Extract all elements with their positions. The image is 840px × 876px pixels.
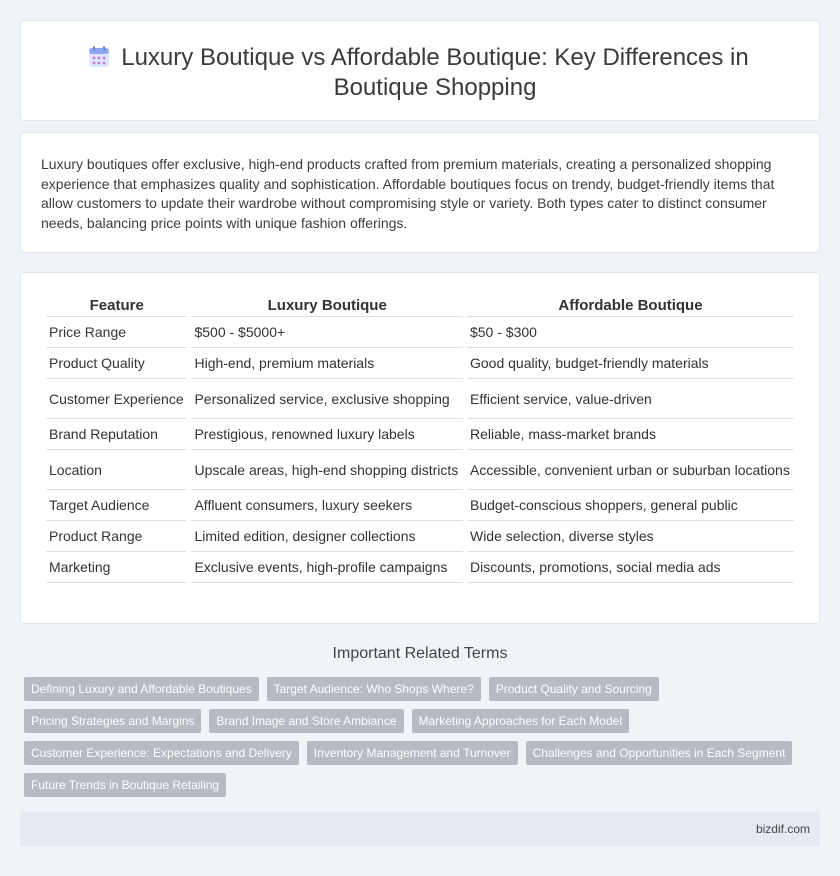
comparison-card <box>20 272 820 624</box>
related-tag[interactable]: Pricing Strategies and Margins <box>24 709 201 733</box>
related-tag[interactable]: Future Trends in Boutique Retailing <box>24 773 226 797</box>
row-feature: Customer Experience <box>46 379 187 419</box>
row-luxury: Prestigious, renowned luxury labels <box>191 419 463 450</box>
intro-paragraph: Luxury boutiques offer exclusive, high-end products crafted from premium materials, creating a personalized shopping experience that emphasizes quality and sophistication. Affordable boutiques focus on trendy, budget-friendly items that allow customers to update their wardrobe without compromising style or variety. Both types cater to distinct consumer needs, balancing price points with unique fashion offerings. <box>41 156 775 231</box>
header-card <box>20 20 820 121</box>
table-row <box>46 450 794 490</box>
row-luxury: Upscale areas, high-end shopping districts <box>191 450 463 490</box>
related-tag[interactable]: Challenges and Opportunities in Each Segment <box>526 741 793 765</box>
related-tag[interactable]: Target Audience: Who Shops Where? <box>267 677 481 701</box>
row-luxury: Limited edition, designer collections <box>191 521 463 552</box>
footer <box>20 812 820 846</box>
row-feature: Target Audience <box>46 490 187 521</box>
row-luxury: Personalized service, exclusive shopping <box>191 379 463 419</box>
row-feature: Product Quality <box>46 348 187 379</box>
row-affordable: Accessible, convenient urban or suburban locations <box>467 450 794 490</box>
footer-site-link[interactable]: bizdif.com <box>755 822 810 836</box>
row-feature: Product Range <box>46 521 187 552</box>
row-feature: Price Range <box>46 317 187 348</box>
row-luxury: $500 - $5000+ <box>191 317 463 348</box>
related-terms-title: Important Related Terms <box>332 645 508 662</box>
page-title: Luxury Boutique vs Affordable Boutique: Key Differences in Boutique Shopping <box>121 44 749 101</box>
intro-card <box>20 132 820 253</box>
related-tag[interactable]: Marketing Approaches for Each Model <box>412 709 629 733</box>
row-affordable: Good quality, budget-friendly materials <box>467 348 794 379</box>
table-row <box>46 521 794 552</box>
row-affordable: $50 - $300 <box>467 317 794 348</box>
related-tag[interactable]: Product Quality and Sourcing <box>489 677 659 701</box>
comparison-table <box>42 295 798 583</box>
row-affordable: Discounts, promotions, social media ads <box>467 552 794 583</box>
row-affordable: Budget-conscious shoppers, general public <box>467 490 794 521</box>
header-feature: Feature <box>46 295 187 317</box>
row-feature: Brand Reputation <box>46 419 187 450</box>
row-luxury: Affluent consumers, luxury seekers <box>191 490 463 521</box>
table-row <box>46 552 794 583</box>
related-tag[interactable]: Customer Experience: Expectations and Delivery <box>24 741 299 765</box>
row-feature: Location <box>46 450 187 490</box>
table-row <box>46 490 794 521</box>
table-row <box>46 379 794 419</box>
header-luxury: Luxury Boutique <box>191 295 463 317</box>
row-feature: Marketing <box>46 552 187 583</box>
row-affordable: Efficient service, value-driven <box>467 379 794 419</box>
header-affordable: Affordable Boutique <box>467 295 794 317</box>
row-affordable: Reliable, mass-market brands <box>467 419 794 450</box>
table-row <box>46 419 794 450</box>
related-tag[interactable]: Brand Image and Store Ambiance <box>209 709 403 733</box>
related-terms-list <box>24 677 816 805</box>
related-tag[interactable]: Defining Luxury and Affordable Boutiques <box>24 677 259 701</box>
row-affordable: Wide selection, diverse styles <box>467 521 794 552</box>
table-row <box>46 348 794 379</box>
row-luxury: Exclusive events, high-profile campaigns <box>191 552 463 583</box>
table-row <box>46 317 794 348</box>
row-luxury: High-end, premium materials <box>191 348 463 379</box>
related-tag[interactable]: Inventory Management and Turnover <box>307 741 518 765</box>
table-header-row <box>46 295 794 317</box>
